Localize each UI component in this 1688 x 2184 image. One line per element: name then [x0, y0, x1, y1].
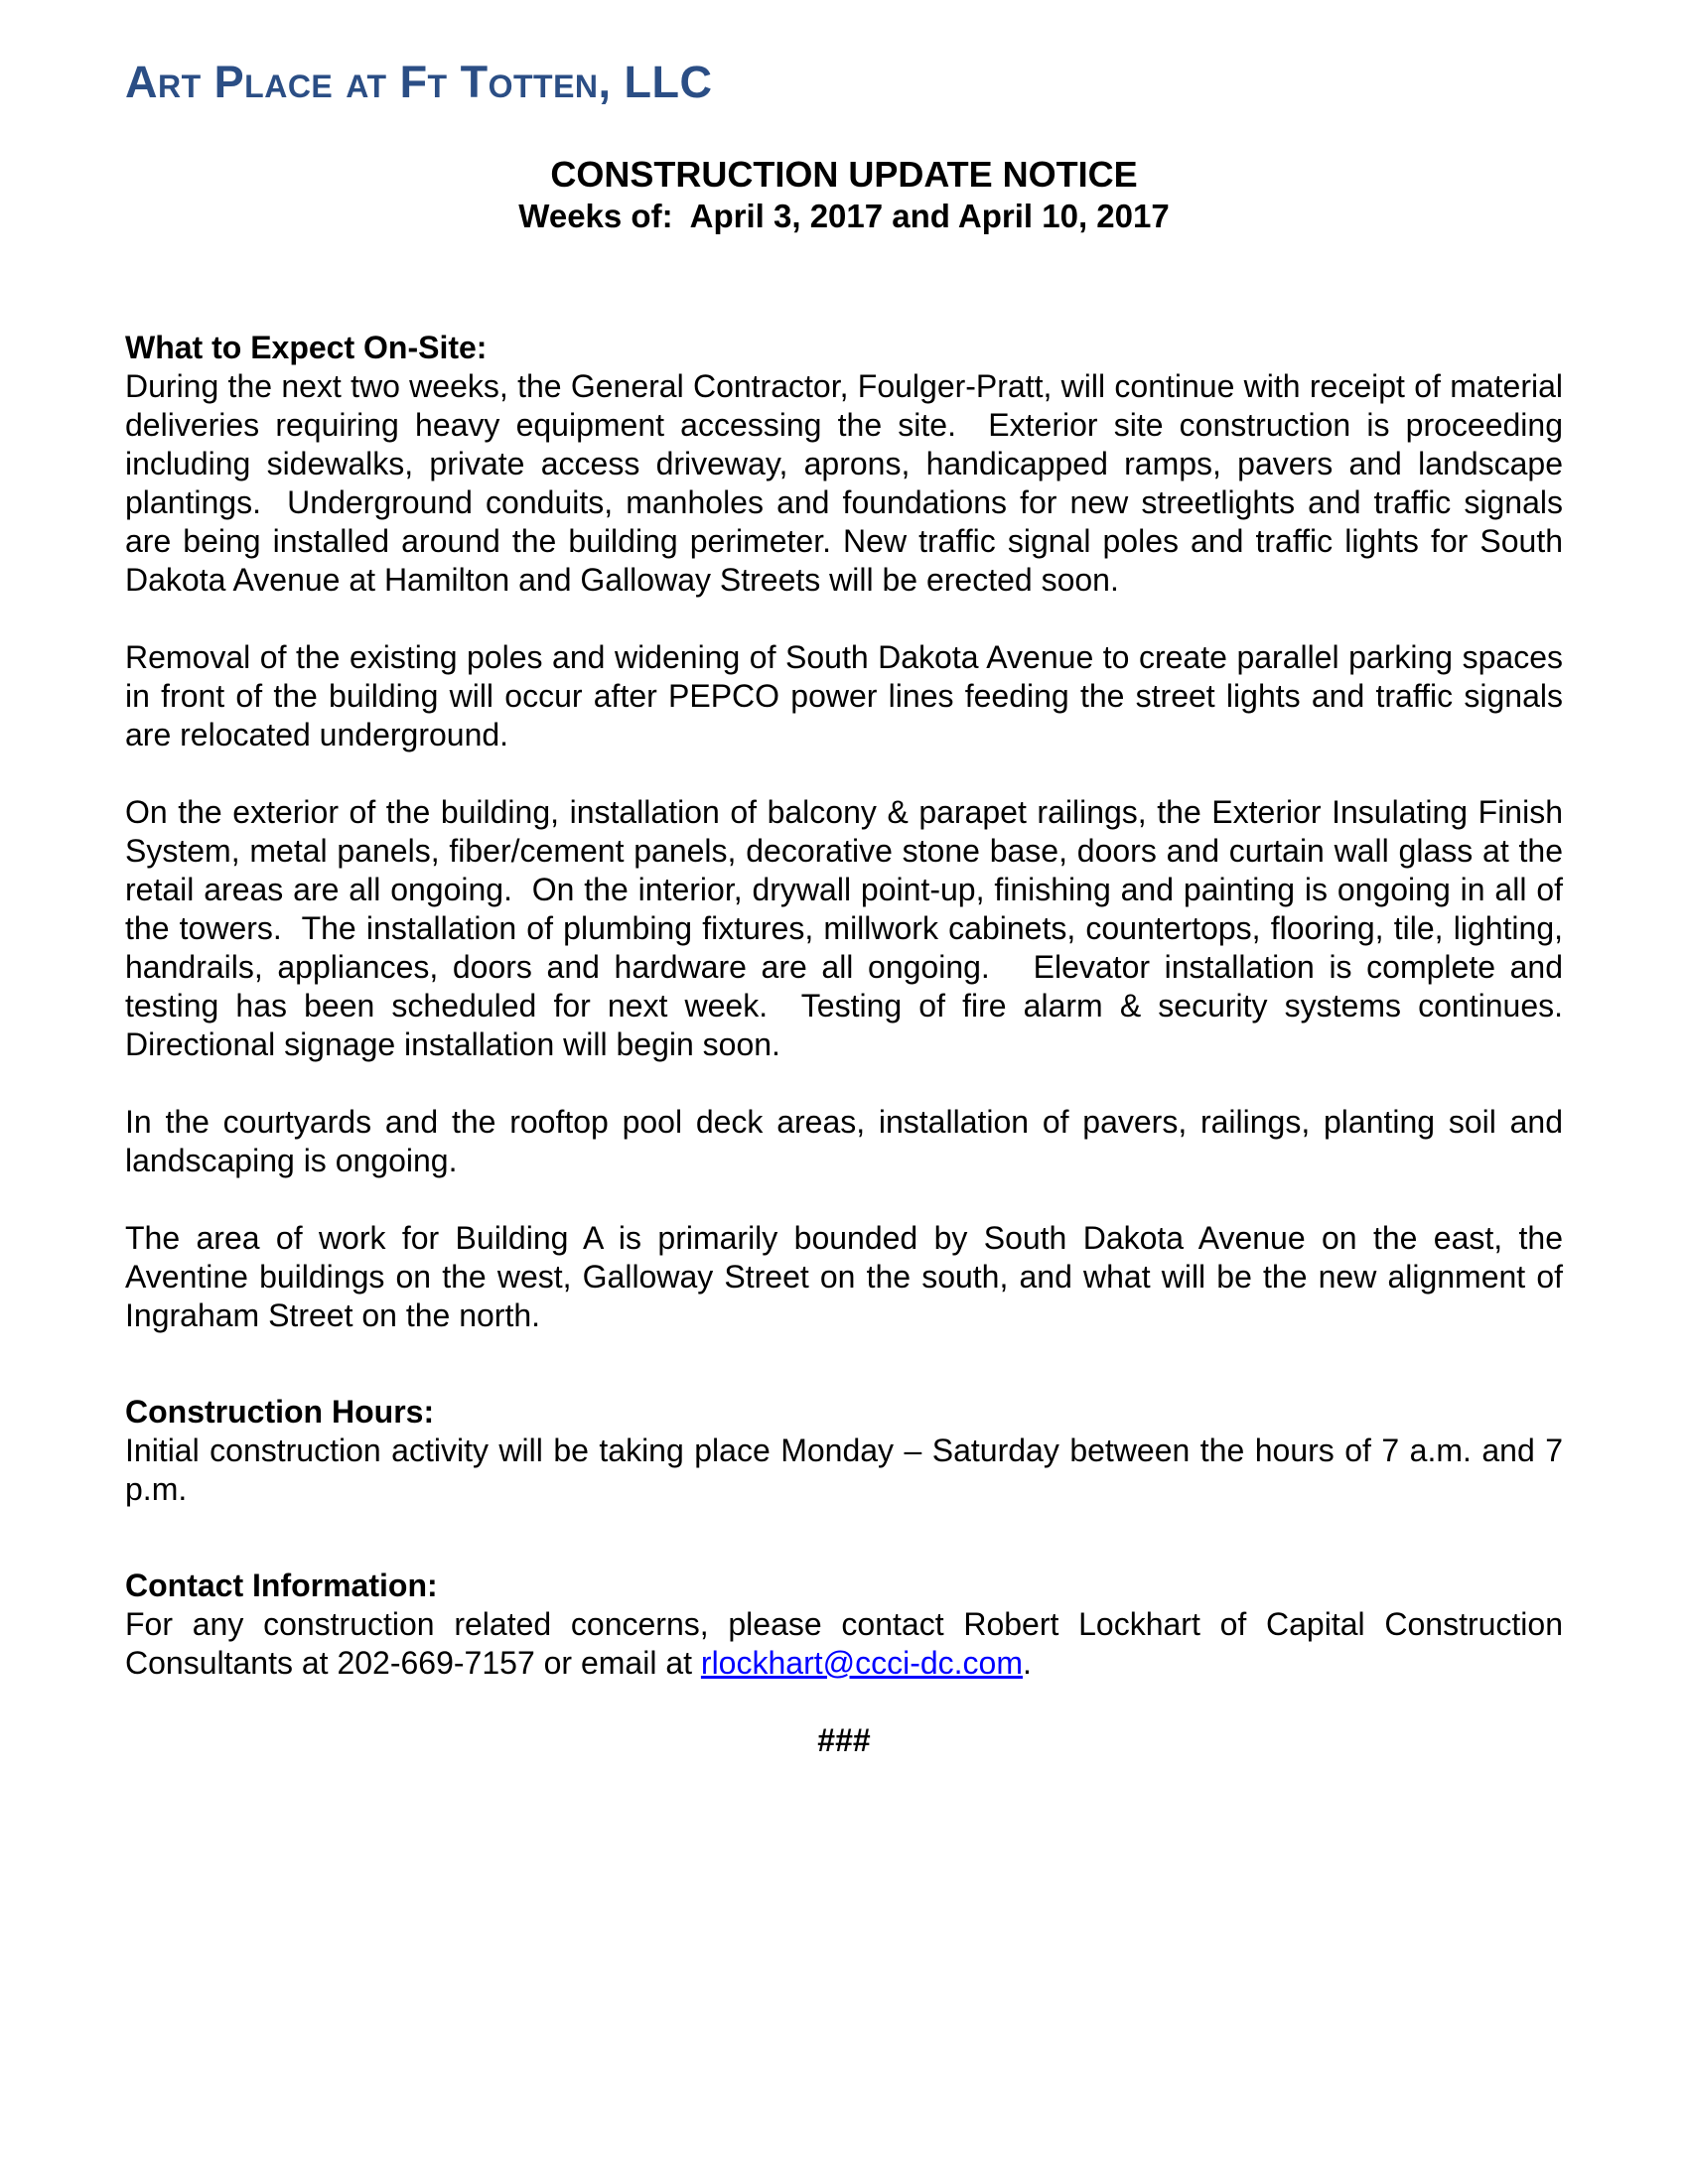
page-title: CONSTRUCTION UPDATE NOTICE: [550, 154, 1138, 195]
paragraph: Removal of the existing poles and widening of South Dakota Avenue to create parallel parking spaces in front of the building will occur after PEPCO power lines feeding the street lights and traffic signals are relocated underground.: [125, 639, 1572, 752]
section-contact-information: [125, 1567, 1572, 1683]
paragraph: During the next two weeks, the General Contractor, Foulger-Pratt, will continue with receipt of material deliveries requiring heavy equipment accessing the site. Exterior site construction is proceeding including sidewalks, private access driveway, aprons, handicapped ramps, pavers and landscape plantings. Underground conduits, manholes and foundations for new streetlights and traffic signals are being installed around the building perimeter. New traffic signal poles and traffic lights for South Dakota Avenue at Hamilton and Galloway Streets will be erected soon.: [125, 368, 1572, 598]
paragraph: [125, 1605, 1572, 1683]
contact-text: For any construction related concerns, please contact Robert Lockhart of Capital Construction Consultants at 202-669-7157 or email at: [125, 1606, 1572, 1681]
section-heading-what-to-expect: What to Expect On-Site:: [125, 330, 488, 365]
email-link[interactable]: rlockhart@ccci-dc.com: [700, 1645, 1023, 1681]
contact-text-suffix: .: [1023, 1645, 1032, 1681]
paragraph: The area of work for Building A is primarily bounded by South Dakota Avenue on the east, the Aventine buildings on the west, Galloway Street on the south, and what will be the new alignment of Ingraham Street on the north.: [125, 1220, 1572, 1333]
end-mark: ###: [817, 1722, 871, 1758]
section-construction-hours: [125, 1393, 1572, 1509]
paragraph: On the exterior of the building, installation of balcony & parapet railings, the Exterior Insulating Finish System, metal panels, fiber/cement panels, decorative stone base, doors and curtain wall glass at the retail areas are all ongoing. On the interior, drywall point-up, finishing and painting is ongoing in all of the towers. The installation of plumbing fixtures, millwork cabinets, countertops, flooring, tile, lighting, handrails, appliances, doors and hardware are all ongoing. Elevator installation is complete and testing has been scheduled for next week. Testing of fire alarm & security systems continues. Directional signage installation will begin soon.: [125, 794, 1572, 1062]
paragraph: Initial construction activity will be taking place Monday – Saturday between the hours of 7 a.m. and 7 p.m.: [125, 1433, 1572, 1507]
section-heading-construction-hours: Construction Hours:: [125, 1394, 435, 1430]
company-letterhead: Art Place at Ft Totten, LLC: [125, 57, 713, 107]
section-heading-contact-information: Contact Information:: [125, 1568, 438, 1603]
page-subtitle: Weeks of: April 3, 2017 and April 10, 2017: [518, 198, 1170, 234]
section-what-to-expect: [125, 329, 1572, 1335]
paragraph: In the courtyards and the rooftop pool deck areas, installation of pavers, railings, planting soil and landscaping is ongoing.: [125, 1104, 1572, 1178]
